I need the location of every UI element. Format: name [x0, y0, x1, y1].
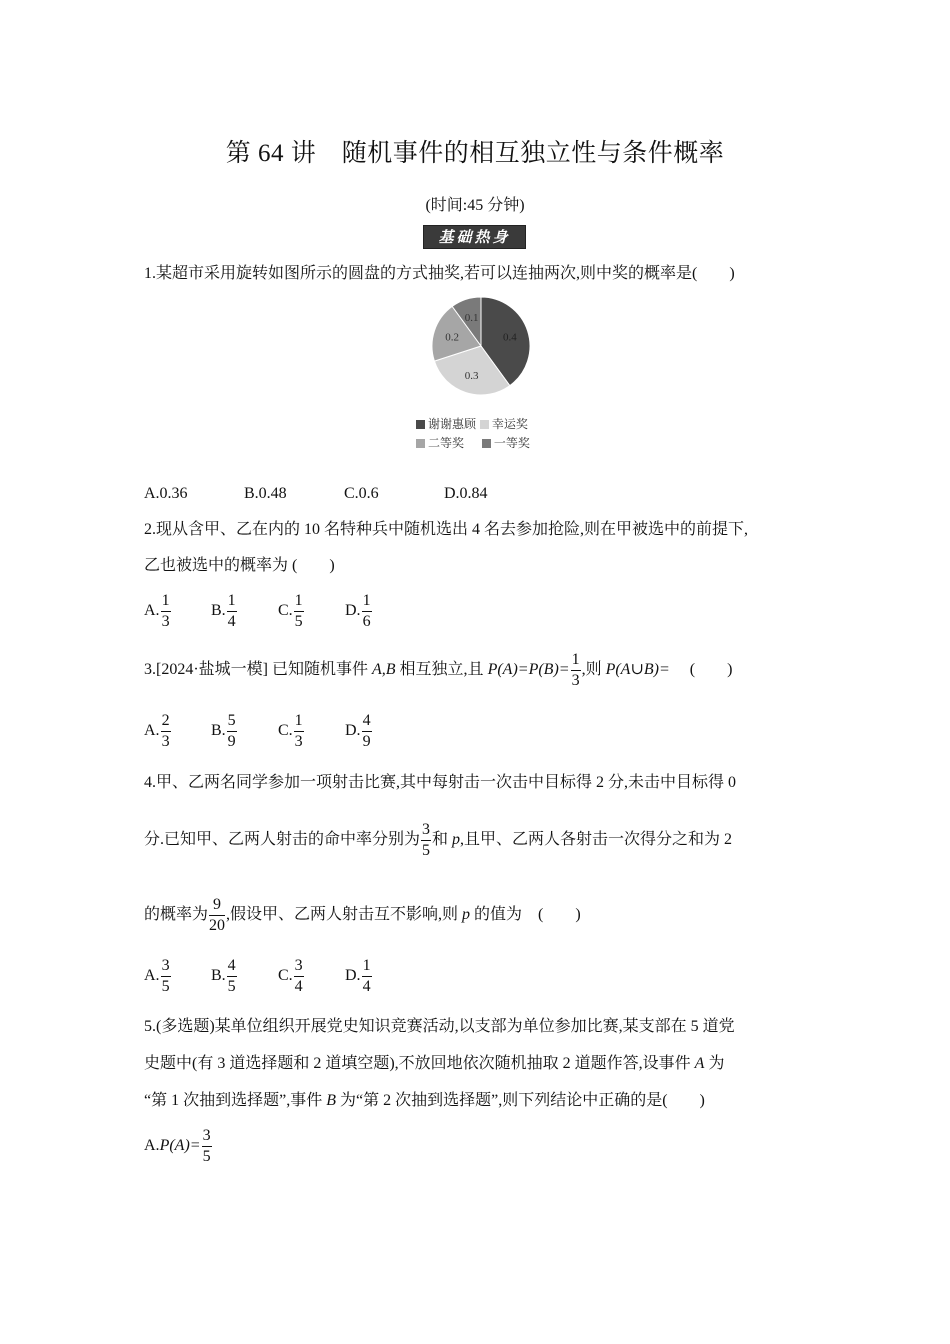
- option-d[interactable]: D. $\frac{1}{6}$: [345, 592, 371, 630]
- option-a[interactable]: A.0.36: [144, 485, 188, 502]
- fraction: $\frac{1}{3}$: [294, 712, 303, 750]
- question-4-options: [144, 958, 373, 995]
- fraction: $\frac{4}{9}$: [362, 712, 371, 750]
- option-a[interactable]: A. $\frac{3}{5}$: [144, 957, 170, 995]
- fraction: $\frac{4}{5}$: [227, 957, 236, 995]
- question-2-line-1: 2.现从含甲、乙在内的 10 名特种兵中随机选出 4 名去参加抢险,则在甲被选中的前提下,: [144, 521, 749, 538]
- legend-swatch-1: [480, 420, 489, 429]
- fraction: $\frac{1}{3}$: [571, 651, 580, 689]
- pie-slice-label-2: 0.2: [445, 331, 459, 344]
- question-4-line-1: 4.甲、乙两名同学参加一项射击比赛,其中每射击一次击中目标得 2 分,未击中目标得 0: [144, 774, 737, 791]
- time-limit: (时间:45 分钟): [425, 197, 525, 214]
- fraction: $\frac{3}{5}$: [202, 1127, 211, 1165]
- option-b[interactable]: B.0.48: [244, 485, 287, 502]
- option-d[interactable]: D.0.84: [444, 485, 488, 502]
- pie-slice-label-1: 0.3: [464, 369, 479, 382]
- fraction: $\frac{1}{3}$: [161, 592, 170, 630]
- pie-legend: [416, 415, 530, 451]
- option-b[interactable]: B. $\frac{4}{5}$: [211, 957, 236, 995]
- question-3-options: [144, 713, 373, 750]
- option-b[interactable]: B. $\frac{1}{4}$: [211, 592, 236, 630]
- section-badge: 基础热身: [423, 225, 526, 249]
- option-b[interactable]: B. $\frac{5}{9}$: [211, 712, 236, 750]
- fraction: $\frac{1}{5}$: [294, 592, 303, 630]
- option-c[interactable]: C. $\frac{1}{3}$: [278, 712, 303, 750]
- question-4-line-2: 分.已知甲、乙两人射击的命中率分别为 $\frac{3}{5}$ 和 p,且甲、乙两人各射击一次得分之和为 2: [144, 821, 733, 859]
- fraction: $\frac{1}{4}$: [227, 592, 236, 630]
- question-5-option-a[interactable]: A.P(A)= $\frac{3}{5}$: [144, 1127, 211, 1165]
- question-1-options: [144, 484, 488, 504]
- question-5-line-1: 5.(多选题)某单位组织开展党史知识竞赛活动,以支部为单位参加比赛,某支部在 5 道党: [144, 1018, 735, 1035]
- fraction: $\frac{1}{4}$: [362, 957, 371, 995]
- question-4-line-3: 的概率为 $\frac{9}{20}$ ,假设甲、乙两人射击互不影响,则 p 的值为 ( ): [144, 896, 581, 934]
- question-1-text: 1.某超市采用旋转如图所示的圆盘的方式抽奖,若可以连抽两次,则中奖的概率是( ): [144, 265, 735, 282]
- question-5-line-2: 史题中(有 3 道选择题和 2 道填空题),不放回地依次随机抽取 2 道题作答,设事件 A 为: [144, 1055, 725, 1072]
- fraction: $\frac{3}{5}$: [161, 957, 170, 995]
- option-d[interactable]: D. $\frac{4}{9}$: [345, 712, 371, 750]
- legend-swatch-2: [416, 439, 425, 448]
- question-2-options: [144, 593, 373, 630]
- option-c[interactable]: C. $\frac{3}{4}$: [278, 957, 303, 995]
- page-title: 第 64 讲 随机事件的相互独立性与条件概率: [225, 140, 725, 167]
- option-c[interactable]: C. $\frac{1}{5}$: [278, 592, 303, 630]
- fraction: $\frac{5}{9}$: [227, 712, 236, 750]
- option-a[interactable]: A. $\frac{2}{3}$: [144, 712, 170, 750]
- legend-item-0: 谢谢惠顾: [416, 417, 476, 431]
- question-3-text: 3.[2024·盐城一模] 已知随机事件 A,B 相互独立,且 P(A)=P(B)= $\frac{1}{3}$ ,则 P(A∪B)= ( ): [144, 651, 733, 689]
- option-c[interactable]: C.0.6: [344, 485, 379, 502]
- option-d[interactable]: D. $\frac{1}{4}$: [345, 957, 371, 995]
- fraction: $\frac{2}{3}$: [161, 712, 170, 750]
- pie-slice-label-3: 0.1: [464, 312, 479, 325]
- legend-swatch-0: [416, 420, 425, 429]
- legend-swatch-3: [482, 439, 491, 448]
- fraction: $\frac{3}{5}$: [422, 821, 431, 859]
- legend-item-2: 二等奖: [416, 436, 464, 450]
- fraction: $\frac{1}{6}$: [362, 592, 371, 630]
- fraction: $\frac{9}{20}$: [209, 896, 226, 934]
- legend-item-1: 幸运奖: [480, 417, 528, 431]
- pie-slice-label-0: 0.4: [503, 331, 517, 344]
- legend-item-3: 一等奖: [482, 436, 530, 450]
- option-a[interactable]: A. $\frac{1}{3}$: [144, 592, 170, 630]
- question-5-line-3: “第 1 次抽到选择题”,事件 B 为“第 2 次抽到选择题”,则下列结论中正确的是( ): [144, 1092, 705, 1109]
- pie-slices: [432, 297, 530, 395]
- fraction: $\frac{3}{4}$: [294, 957, 303, 995]
- question-2-line-2: 乙也被选中的概率为 ( ): [144, 557, 335, 574]
